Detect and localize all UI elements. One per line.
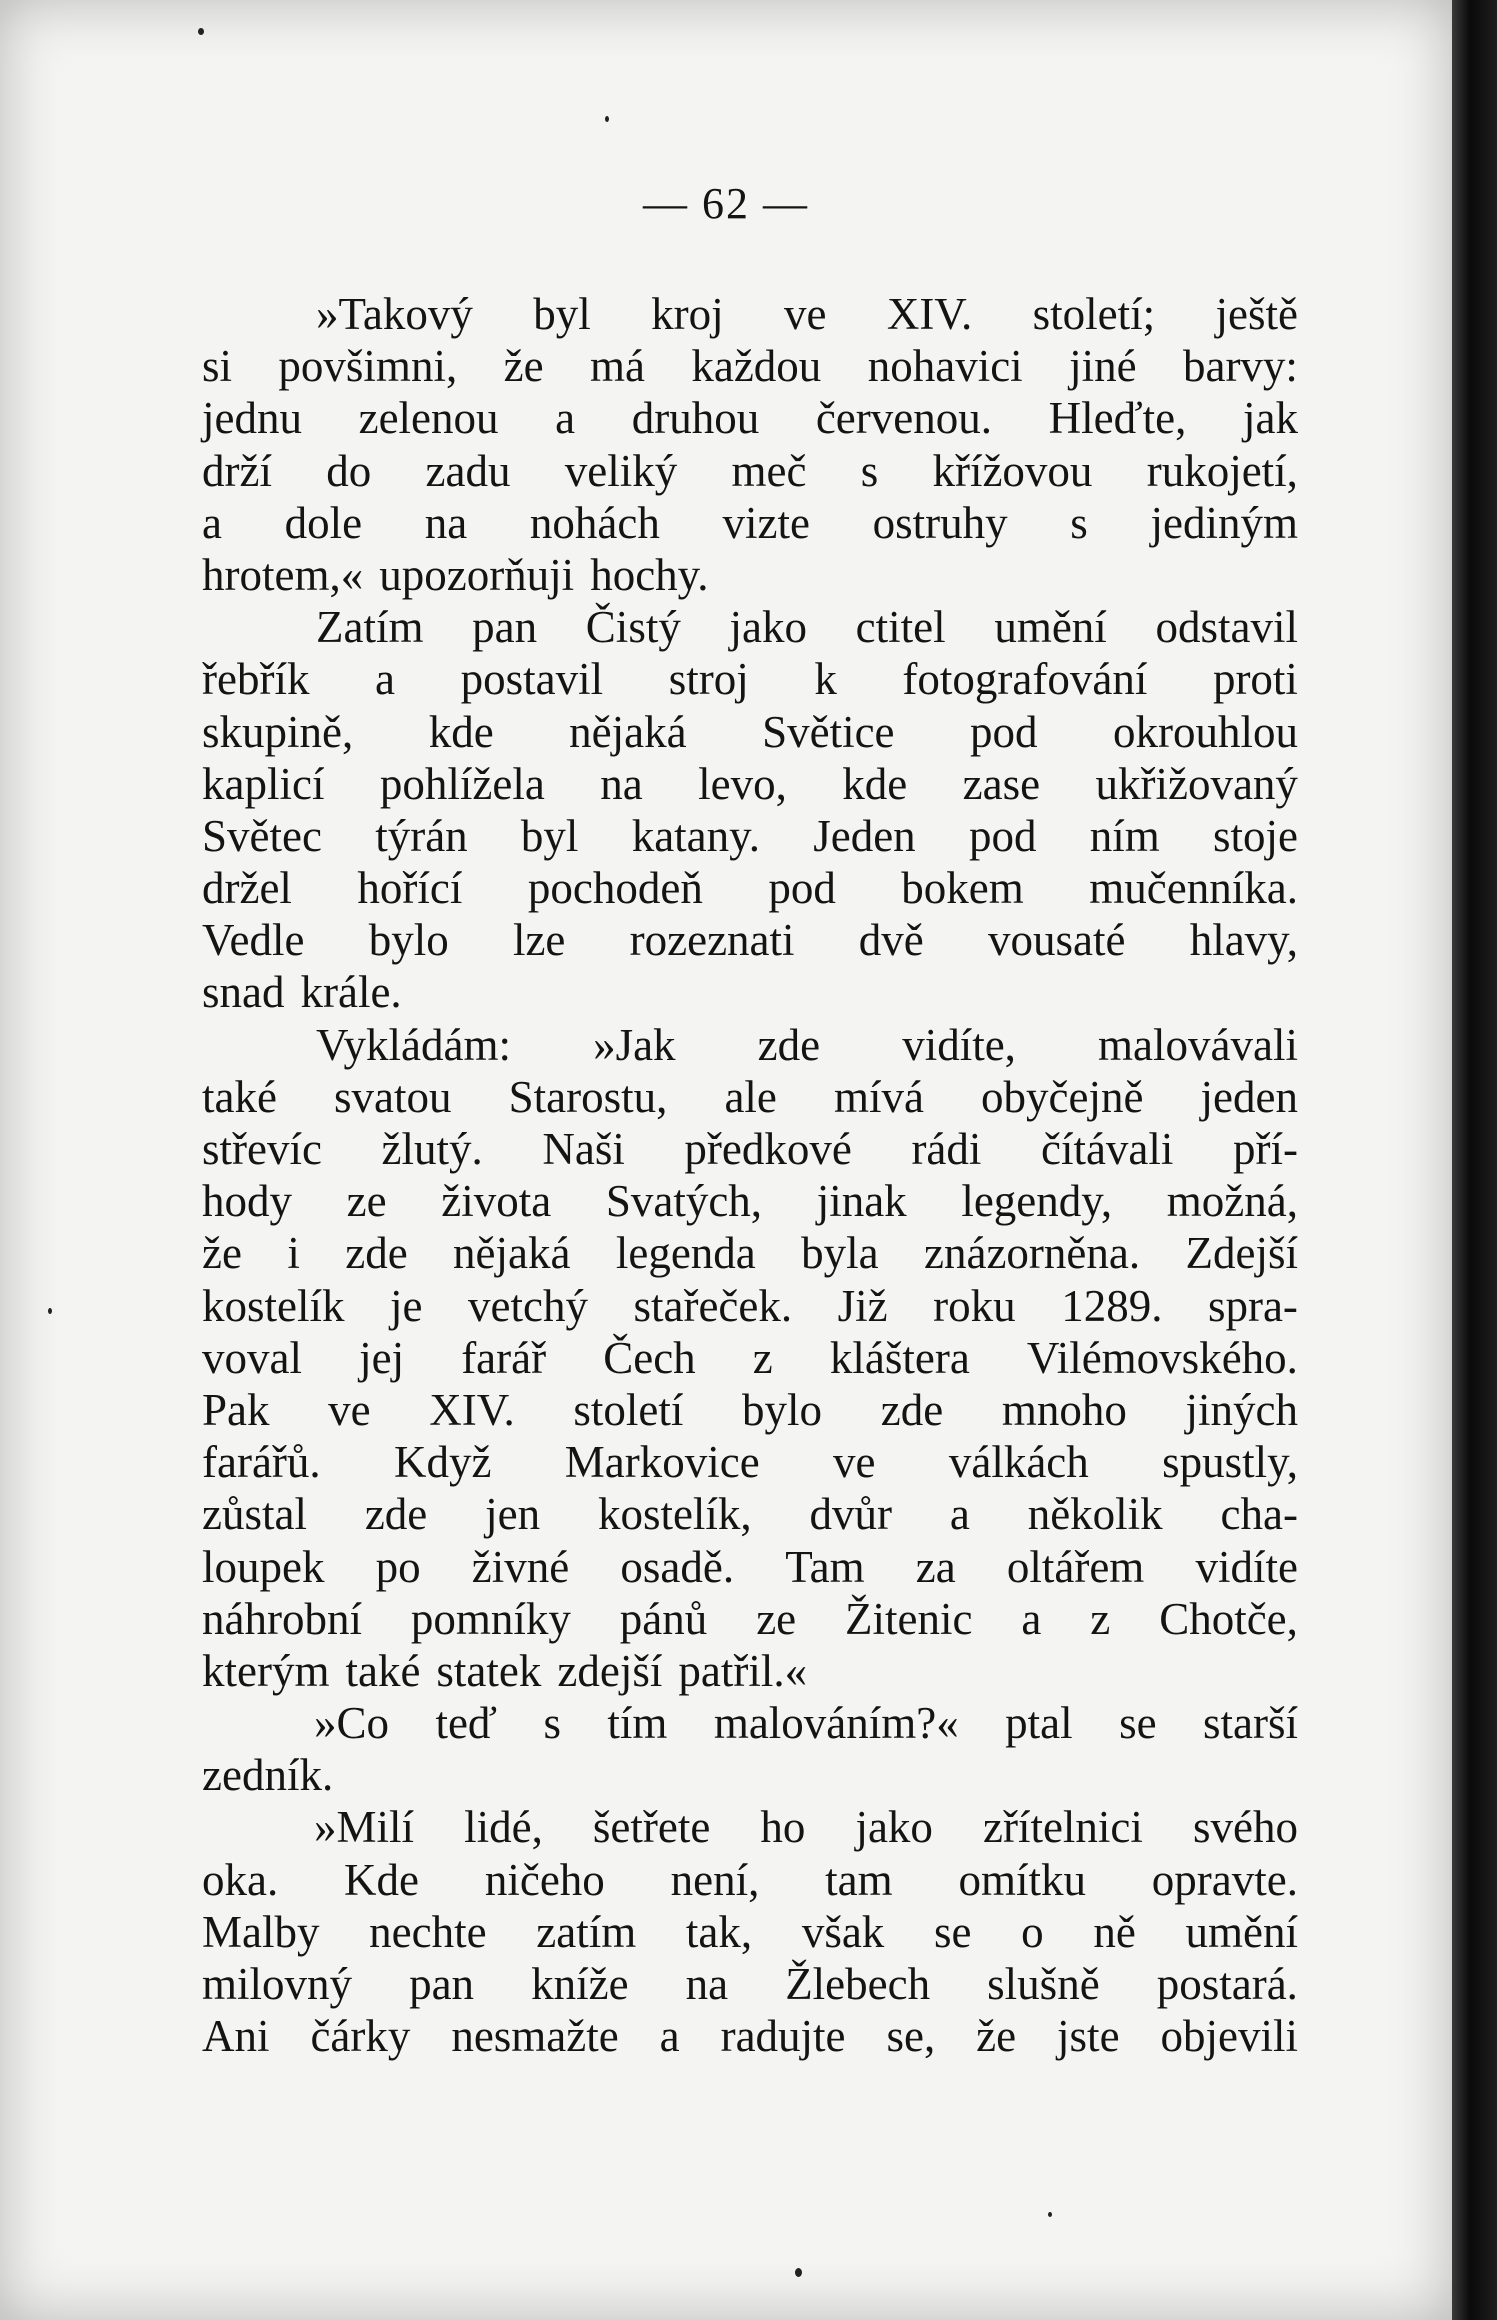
ink-speck: [48, 1308, 52, 1314]
text-line: jednu zelenou a druhou červenou. Hleďte, jak: [202, 393, 1298, 444]
text-line: voval jej farář Čech z kláštera Vilémovského.: [202, 1332, 1298, 1383]
text-line: oka. Kde ničeho není, tam omítku opravte.: [202, 1854, 1298, 1905]
text-line: Ani čárky nesmažte a radujte se, že jste objevili: [202, 2011, 1298, 2062]
text-line: a dole na nohách vizte ostruhy s jediným: [202, 497, 1298, 548]
text-line: hrotem,« upozorňuji hochy.: [202, 549, 709, 600]
text-line: si povšimni, že má každou nohavici jiné barvy:: [202, 341, 1298, 392]
text-line: hody ze života Svatých, jinak legendy, možná,: [202, 1176, 1298, 1227]
text-line: kaplicí pohlížela na levo, kde zase ukřižovaný: [202, 758, 1298, 809]
text-line: drží do zadu veliký meč s křížovou rukojetí,: [202, 445, 1298, 496]
text-line: Malby nechte zatím tak, však se o ně umění: [202, 1906, 1298, 1957]
body-text: [202, 288, 1298, 2062]
ink-speck: [1048, 2212, 1052, 2217]
text-line: držel hořící pochodeň pod bokem mučenníka.: [202, 863, 1298, 914]
text-line: »Milí lidé, šetřete ho jako zřítelnici svého: [314, 1802, 1298, 1853]
text-line: loupek po živné osadě. Tam za oltářem vidíte: [202, 1541, 1298, 1592]
text-line: kostelík je vetchý stařeček. Již roku 1289. spra-: [202, 1280, 1298, 1331]
text-line: Vedle bylo lze rozeznati dvě vousaté hlavy,: [202, 915, 1298, 966]
text-line: kterým také statek zdejší patřil.«: [202, 1645, 808, 1696]
text-line: zůstal zde jen kostelík, dvůr a několik cha-: [202, 1489, 1298, 1540]
text-line: řebřík a postavil stroj k fotografování proti: [202, 654, 1298, 705]
text-line: Světec týrán byl katany. Jeden pod ním stoje: [202, 810, 1298, 861]
ink-speck: [605, 116, 609, 122]
ink-speck: [795, 2268, 802, 2277]
text-line: skupině, kde nějaká Světice pod okrouhlou: [202, 706, 1298, 757]
text-line: »Co teď s tím malováním?« ptal se starší: [314, 1698, 1298, 1749]
text-line: Vykládám: »Jak zde vidíte, malovávali: [316, 1019, 1298, 1070]
page-number: — 62 —: [643, 179, 809, 228]
text-line: střevíc žlutý. Naši předkové rádi čítávali pří-: [202, 1124, 1298, 1174]
text-line: »Takový byl kroj ve XIV. století; ještě: [316, 289, 1298, 339]
text-line: Zatím pan Čistý jako ctitel umění odstavil: [316, 602, 1298, 653]
text-line: náhrobní pomníky pánů ze Žitenic a z Chotče,: [202, 1593, 1298, 1644]
text-line: snad krále.: [202, 967, 402, 1018]
text-line: že i zde nějaká legenda byla znázorněna. Zdejší: [202, 1228, 1298, 1279]
text-line: zedník.: [202, 1750, 334, 1801]
text-line: také svatou Starostu, ale mívá obyčejně jeden: [202, 1071, 1298, 1122]
text-line: farářů. Když Markovice ve válkách spustly,: [202, 1437, 1298, 1488]
text-line: Pak ve XIV. století bylo zde mnoho jiných: [202, 1384, 1298, 1435]
page-edge-shadow: [1452, 0, 1497, 2320]
ink-speck: [198, 28, 204, 35]
text-line: milovný pan kníže na Žlebech slušně postará.: [202, 1959, 1298, 2009]
